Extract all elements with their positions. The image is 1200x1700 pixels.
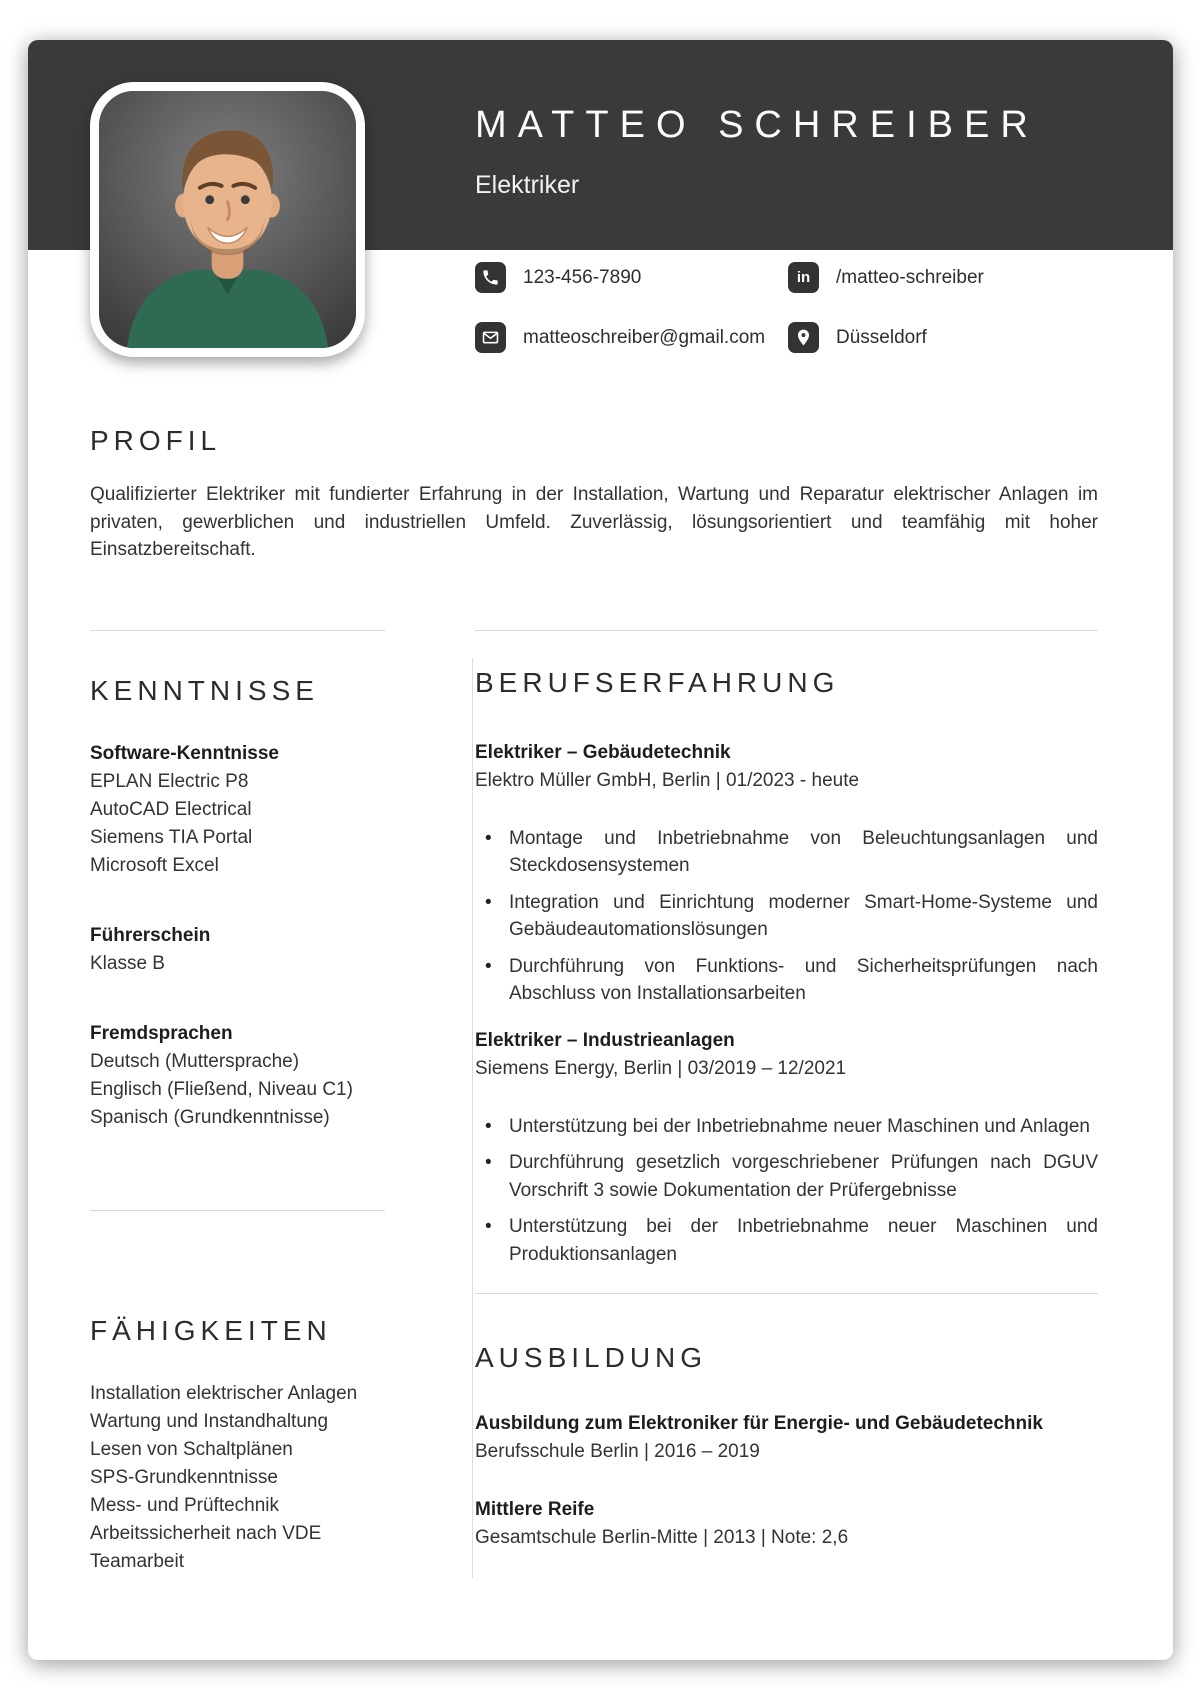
kenntnisse-heading: KENNTNISSE [90, 674, 319, 706]
columns [90, 630, 1098, 1576]
skill-group-label: Führerschein [90, 924, 211, 946]
job-entry [475, 739, 1098, 1008]
profile-photo [90, 82, 365, 357]
location-icon [788, 322, 819, 353]
ability-item: Mess- und Prüftechnik [90, 1494, 280, 1516]
phone-icon [475, 262, 506, 293]
contact-location [788, 322, 984, 353]
skill-group [90, 1020, 385, 1132]
bullet-item: • Montage und Inbetriebnahme von Beleuchtungsanlagen und Steckdosensystemen [475, 825, 1098, 880]
ability-list [90, 1380, 385, 1576]
education-title: Mittlere Reife [475, 1499, 595, 1520]
faehigkeiten-heading: FÄHIGKEITEN [90, 1314, 332, 1346]
skill-item: Siemens TIA Portal [90, 826, 253, 848]
ability-item: Arbeitssicherheit nach VDE [90, 1522, 322, 1544]
column-right [475, 630, 1098, 1576]
person-name: MATTEO SCHREIBER [475, 104, 1039, 146]
skill-item: Deutsch (Muttersprache) [90, 1050, 300, 1072]
skill-item: Englisch (Fließend, Niveau C1) [90, 1078, 353, 1100]
linkedin-icon: in [788, 262, 819, 293]
resume-page [28, 40, 1173, 1660]
job-title: Elektriker – Industrieanlagen [475, 1029, 735, 1051]
contact-info [475, 262, 984, 353]
education-meta: Gesamtschule Berlin-Mitte | 2013 | Note: 2,6 [475, 1527, 849, 1548]
job-bullets [475, 1113, 1098, 1269]
horizontal-divider [475, 1293, 1098, 1294]
contact-email [475, 322, 788, 353]
contact-text: Düsseldorf [836, 326, 927, 348]
job-bullets [475, 825, 1098, 1008]
profil-heading: PROFIL [90, 425, 222, 456]
ability-item: SPS-Grundkenntnisse [90, 1466, 278, 1488]
ability-item: Teamarbeit [90, 1550, 184, 1572]
ability-item: Wartung und Instandhaltung [90, 1410, 329, 1432]
header-band [28, 40, 1173, 250]
contact-text: /matteo-schreiber [836, 266, 984, 288]
section-profil [28, 425, 1173, 564]
skill-group [90, 740, 385, 880]
skill-group-label: Software-Kenntnisse [90, 742, 279, 764]
bullet-item: • Unterstützung bei der Inbetriebnahme neuer Maschinen und Anlagen [475, 1113, 1098, 1141]
skill-item: Microsoft Excel [90, 854, 219, 876]
column-left [90, 630, 385, 1576]
header-text [475, 103, 1039, 200]
ability-item: Lesen von Schaltplänen [90, 1438, 293, 1460]
job-entry [475, 1027, 1098, 1269]
skill-item: Spanisch (Grundkenntnisse) [90, 1106, 330, 1128]
skill-item: Klasse B [90, 952, 165, 974]
education-title: Ausbildung zum Elektroniker für Energie- und Gebäudetechnik [475, 1413, 1043, 1434]
contact-text: matteoschreiber@gmail.com [523, 326, 766, 348]
bullet-item: • Durchführung von Funktions- und Sicherheitsprüfungen nach Abschluss von Installationsarbeiten [475, 953, 1098, 1008]
education-entry [475, 1410, 1098, 1466]
vertical-divider [472, 658, 473, 1578]
education-meta: Berufsschule Berlin | 2016 – 2019 [475, 1441, 760, 1462]
avatar-illustration [99, 91, 356, 348]
education-entry [475, 1496, 1098, 1552]
contact-phone [475, 262, 788, 293]
horizontal-divider [90, 1210, 385, 1211]
bullet-item: • Unterstützung bei der Inbetriebnahme neuer Maschinen und Produktionsanlagen [475, 1213, 1098, 1268]
contact-text: 123-456-7890 [523, 266, 642, 288]
job-title: Elektriker – Gebäudetechnik [475, 741, 731, 763]
job-meta: Siemens Energy, Berlin | 03/2019 – 12/2021 [475, 1057, 847, 1079]
email-icon [475, 322, 506, 353]
bullet-item: • Integration und Einrichtung moderner Smart-Home-Systeme und Gebäudeautomationslösungen [475, 889, 1098, 944]
job-meta: Elektro Müller GmbH, Berlin | 01/2023 - heute [475, 769, 860, 791]
contact-linkedin [788, 262, 984, 293]
bullet-item: • Durchführung gesetzlich vorgeschriebener Prüfungen nach DGUV Vorschrift 3 sowie Dokumentation der Prüfergebnisse [475, 1149, 1098, 1204]
ausbildung-heading: AUSBILDUNG [475, 1342, 708, 1373]
skill-item: AutoCAD Electrical [90, 798, 252, 820]
skill-item: EPLAN Electric P8 [90, 770, 249, 792]
berufserfahrung-heading: BERUFSERFAHRUNG [475, 666, 840, 698]
profil-text: Qualifizierter Elektriker mit fundierter Erfahrung in der Installation, Wartung und Reparatur elektrischer Anlagen im privaten, gewerblichen und industriellen Umfeld. Zuverlässig, lösungsorientiert und teamfähig mit hoher Einsatzbereitschaft. [90, 484, 1098, 560]
person-title: Elektriker [475, 171, 580, 199]
ability-item: Installation elektrischer Anlagen [90, 1382, 358, 1404]
skill-group [90, 922, 385, 978]
skill-group-label: Fremdsprachen [90, 1022, 233, 1044]
